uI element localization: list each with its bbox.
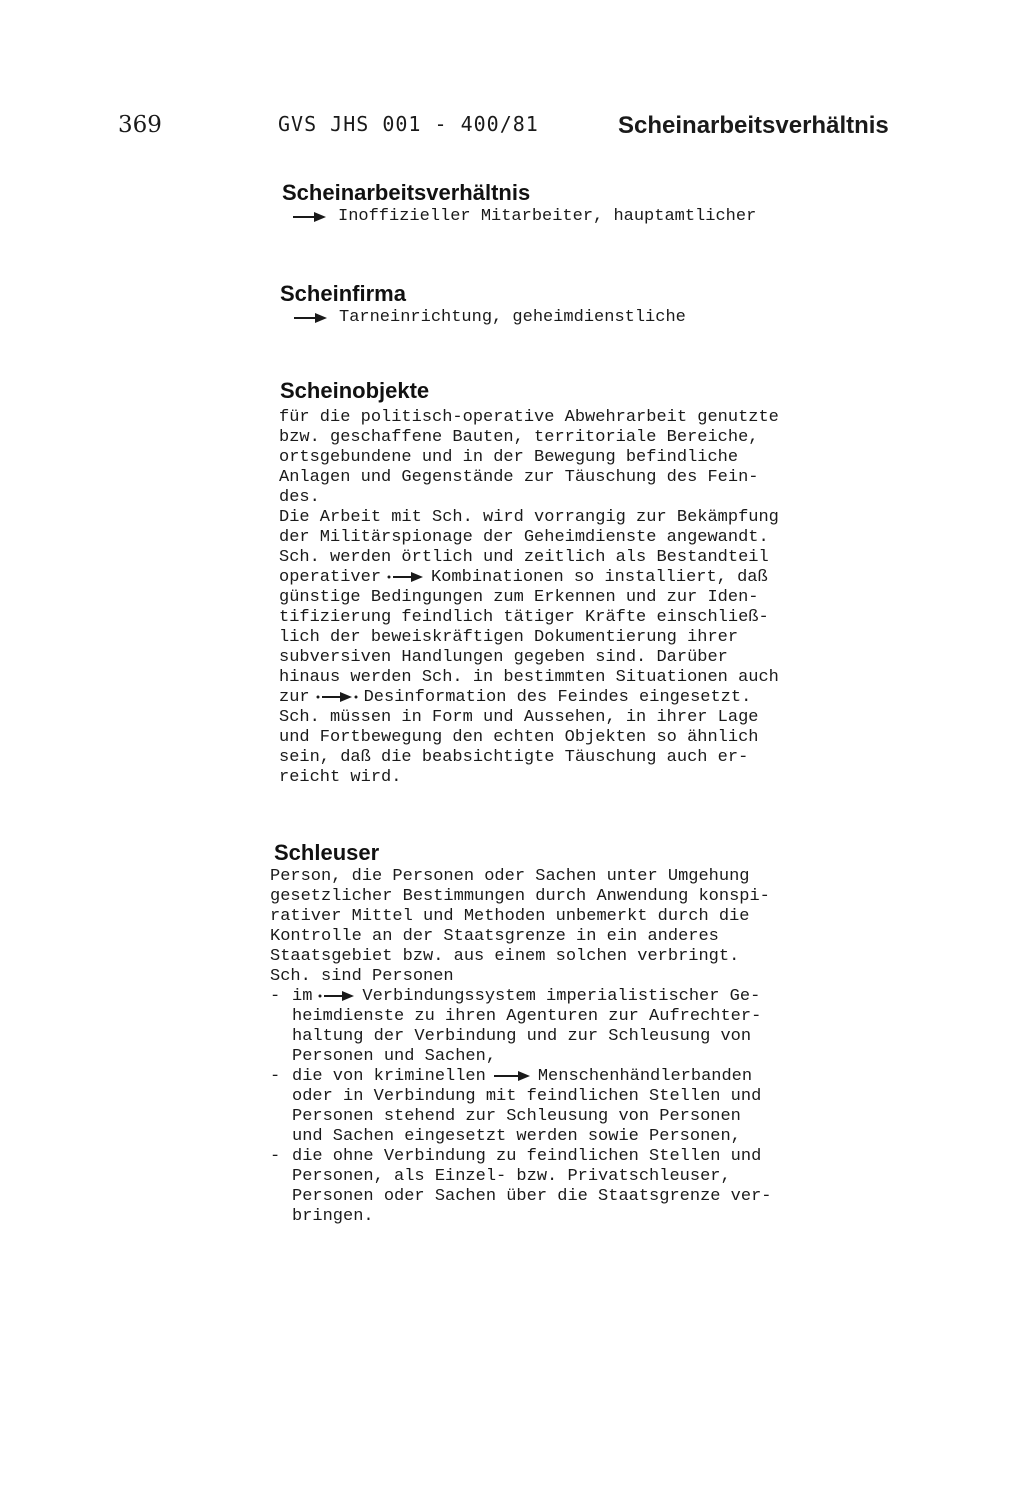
body-line: Die Arbeit mit Sch. wird vorrangig zur Bekämpfung <box>279 508 779 527</box>
entry-title-scheinfirma: Scheinfirma <box>280 281 406 306</box>
body-line: Personen stehend zur Schleusung von Personen <box>292 1107 741 1126</box>
body-line: Sch. müssen in Form und Aussehen, in ihrer Lage <box>279 708 759 727</box>
cross-reference <box>292 207 756 227</box>
cross-reference-arrow-icon <box>387 571 425 583</box>
body-line: reicht wird. <box>279 768 402 787</box>
body-line: und Fortbewegung den echten Objekten so ähnlich <box>279 728 759 747</box>
bullet-dash: - <box>270 1067 281 1086</box>
body-line: Personen, als Einzel- bzw. Privatschleuser, <box>292 1167 731 1186</box>
body-line: Staatsgebiet bzw. aus einem solchen verbringt. <box>270 947 740 966</box>
body-line: gesetzlicher Bestimmungen durch Anwendung konspi- <box>270 887 770 906</box>
bullet-dash: - <box>270 1147 281 1166</box>
body-line: operativer Kombinationen so installiert, daß <box>279 568 768 587</box>
body-line: und Sachen eingesetzt werden sowie Personen, <box>292 1127 741 1146</box>
body-line: Sch. sind Personen <box>270 967 454 986</box>
cross-reference-arrow-icon <box>292 211 328 223</box>
entry-title-schleuser: Schleuser <box>274 840 380 865</box>
body-line: heimdienste zu ihren Agenturen zur Aufrechter- <box>292 1007 762 1026</box>
body-line: Personen oder Sachen über die Staatsgrenze ver- <box>292 1187 772 1206</box>
body-line: für die politisch-operative Abwehrarbeit genutzte <box>279 408 779 427</box>
entry-title-scheinarbeitsverhaeltnis: Scheinarbeitsverhältnis <box>282 180 531 205</box>
running-title: Scheinarbeitsverhältnis <box>618 112 889 139</box>
body-line: haltung der Verbindung und zur Schleusung von <box>292 1027 752 1046</box>
cross-reference-text: Inoffizieller Mitarbeiter, hauptamtlicher <box>338 207 757 226</box>
body-line: Kontrolle an der Staatsgrenze in ein anderes <box>270 927 719 946</box>
body-line: tifizierung feindlich tätiger Kräfte einschließ- <box>279 608 769 627</box>
body-line: bringen. <box>292 1207 374 1226</box>
entry-title-scheinobjekte: Scheinobjekte <box>280 378 430 403</box>
entry-body-schleuser <box>270 867 771 1227</box>
body-line: rativer Mittel und Methoden unbemerkt durch die <box>270 907 750 926</box>
page-number: 369 <box>118 112 162 138</box>
cross-reference-text: Tarneinrichtung, geheimdienstliche <box>339 308 686 327</box>
cross-reference-arrow-icon <box>318 990 356 1002</box>
bullet-dash: - <box>270 987 281 1006</box>
body-line: subversiven Handlungen gegeben sind. Darüber <box>279 648 728 667</box>
body-line: oder in Verbindung mit feindlichen Stellen und <box>292 1087 762 1106</box>
body-line: Person, die Personen oder Sachen unter Umgehung <box>270 867 750 886</box>
list-item: - die von kriminellen Menschenhändlerbanden <box>270 1067 753 1086</box>
cross-reference-arrow-icon <box>293 312 329 324</box>
body-line: Anlagen und Gegenstände zur Täuschung des Fein- <box>279 468 759 487</box>
body-line: zur Desinformation des Feindes eingesetzt. <box>279 688 752 707</box>
body-line: des. <box>279 488 320 507</box>
body-line: Sch. werden örtlich und zeitlich als Bestandteil <box>279 548 769 567</box>
body-line: ortsgebundene und in der Bewegung befindliche <box>279 448 739 467</box>
body-line: bzw. geschaffene Bauten, territoriale Bereiche, <box>279 428 759 447</box>
cross-reference <box>293 308 686 328</box>
body-line: lich der beweiskräftigen Dokumentierung ihrer <box>279 628 739 647</box>
cross-reference-arrow-icon <box>316 691 358 703</box>
cross-reference-arrow-icon <box>492 1070 532 1082</box>
document-reference: GVS JHS 001 - 400/81 <box>278 112 539 136</box>
body-line: Personen und Sachen, <box>292 1047 497 1066</box>
body-line: sein, daß die beabsichtigte Täuschung auch er- <box>279 748 749 767</box>
body-line: günstige Bedingungen zum Erkennen und zur Iden- <box>279 588 759 607</box>
entry-body-scheinobjekte <box>279 408 779 788</box>
list-item: - die ohne Verbindung zu feindlichen Stellen und <box>270 1147 762 1166</box>
body-line: hinaus werden Sch. in bestimmten Situationen auch <box>279 668 779 687</box>
body-line: der Militärspionage der Geheimdienste angewandt. <box>279 528 769 547</box>
list-item: - im Verbindungssystem imperialistischer Ge- <box>270 987 761 1006</box>
